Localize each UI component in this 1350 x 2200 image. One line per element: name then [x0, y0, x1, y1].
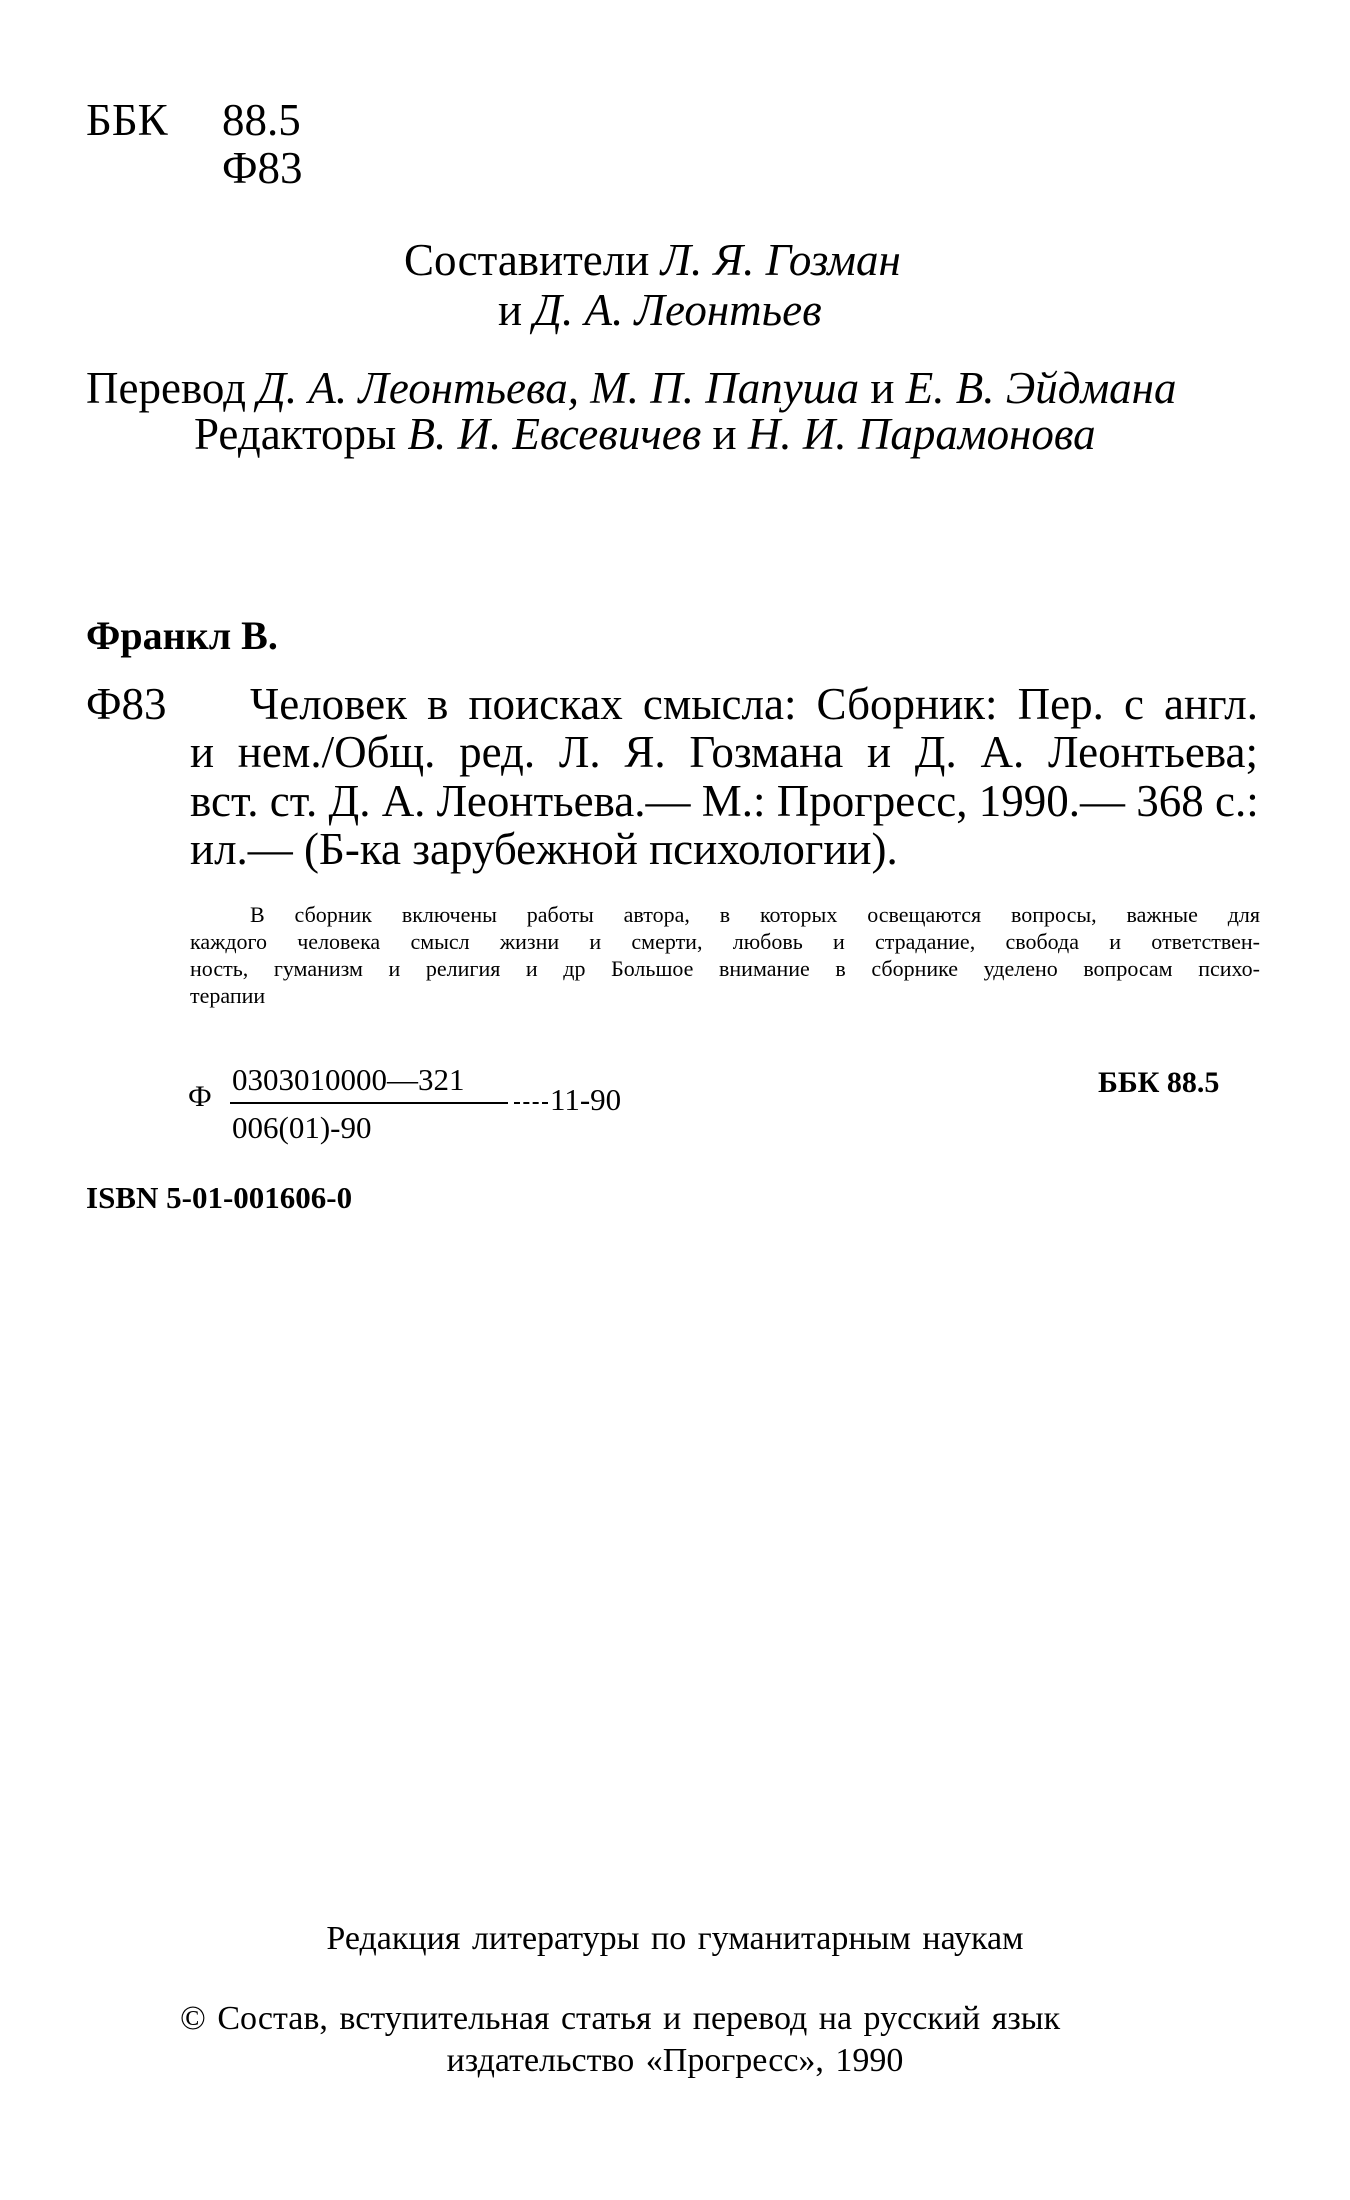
compiler-name-2: Д. А. Леонтьев — [533, 285, 822, 335]
translation-label: Перевод — [86, 363, 246, 413]
bbk-label: ББК — [86, 95, 168, 145]
editors-line — [194, 409, 1096, 459]
compilers-line — [404, 235, 901, 285]
editor-2: Н. И. Парамонова — [747, 409, 1096, 459]
translator-3: Е. В. Эйдмана — [905, 363, 1177, 413]
isbn: ISBN 5-01-001606-0 — [86, 1180, 353, 1215]
bbk-code: 88.5 — [222, 95, 301, 145]
translator-2: М. П. Папуша — [590, 363, 860, 413]
copyright-symbol: © — [180, 2000, 206, 2037]
translator-1: Д. А. Леонтьева, — [257, 363, 579, 413]
annotation-line-3: ность, гуманизм и религия и др Большое внимание в сборнике уделено вопросам психо- — [190, 956, 1260, 981]
catalog-mark: Ф83 — [86, 679, 167, 729]
author-mark: Ф83 — [222, 143, 303, 193]
copyright-line-1 — [180, 2002, 1060, 2036]
catalog-line-4: ил.— (Б-ка зарубежной психологии). — [190, 824, 898, 874]
catalog-line-2: и нем./Общ. ред. Л. Я. Гозмана и Д. А. Леонтьева; — [190, 727, 1258, 777]
copyright-text-1: Состав, вступительная статья и перевод на русский язык — [217, 2000, 1061, 2037]
compilers-label: Составители — [404, 235, 650, 285]
editors-conjunction: и — [712, 409, 737, 459]
fraction-leader — [514, 1102, 548, 1104]
catalog-line-1: Человек в поисках смысла: Сборник: Пер. с англ. — [250, 679, 1258, 729]
editors-label: Редакторы — [194, 409, 397, 459]
index-bbk: ББК 88.5 — [1098, 1066, 1220, 1099]
compilers-conjunction: и — [498, 285, 523, 335]
editorial-office: Редакция литературы по гуманитарным наукам — [326, 1920, 1024, 1957]
author-heading: Франкл В. — [86, 613, 278, 658]
annotation-line-2: каждого человека смысл жизни и смерти, любовь и страдание, свобода и ответствен- — [190, 929, 1260, 954]
fraction-bar — [230, 1102, 508, 1104]
index-letter: Ф — [188, 1080, 212, 1113]
index-suffix: 11-90 — [550, 1082, 622, 1117]
translation-line — [86, 363, 1177, 413]
annotation-line-4: терапии — [190, 983, 266, 1008]
annotation-line-1: В сборник включены работы автора, в которых освещаются вопросы, важные для — [250, 902, 1260, 927]
index-denominator: 006(01)-90 — [232, 1110, 372, 1145]
copyright-line-2: издательство «Прогресс», 1990 — [446, 2042, 904, 2079]
compilers-line-2 — [498, 285, 822, 335]
editor-1: В. И. Евсевичев — [407, 409, 702, 459]
compiler-name-1: Л. Я. Гозман — [660, 235, 901, 285]
index-numerator: 0303010000—321 — [232, 1062, 465, 1097]
translation-conjunction: и — [870, 363, 895, 413]
catalog-line-3: вст. ст. Д. А. Леонтьева.— М.: Прогресс, 1990.— 368 с.: — [190, 776, 1259, 826]
